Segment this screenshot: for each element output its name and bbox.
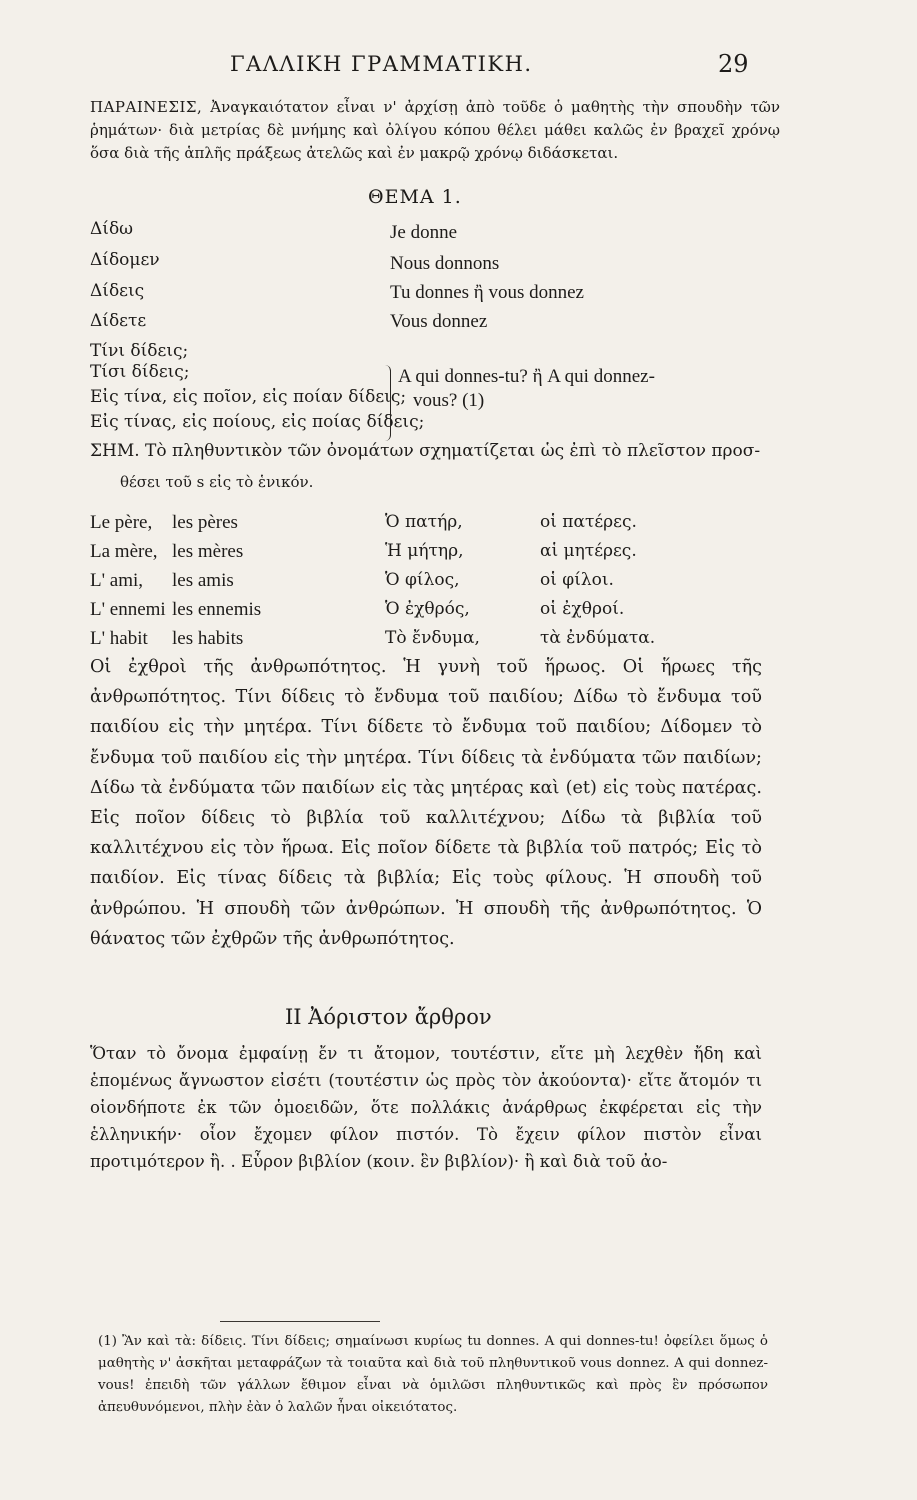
example-greek-singular: Ἡ μήτηρ, — [385, 541, 464, 561]
footnote-separator — [220, 1321, 380, 1322]
conjugation-french: Je donne — [390, 222, 458, 243]
running-head: ΓΑΛΛΙΚΗ ΓΡΑΜΜΑΤΙΚΗ. — [230, 52, 533, 76]
example-greek-plural: τὰ ἐνδύματα. — [540, 628, 656, 648]
example-greek-plural: οἱ ἐχθροί. — [540, 599, 625, 619]
conjugation-french: Nous donnons — [390, 253, 500, 274]
page-number: 29 — [718, 50, 749, 78]
example-french-singular: L' ami, — [90, 570, 144, 591]
example-greek-plural: αἱ μητέρες. — [540, 541, 637, 561]
example-french-plural: les amis — [172, 570, 234, 591]
example-greek-singular: Ὁ ἐχθρός, — [385, 599, 470, 619]
question-greek: Τίνι δίδεις; — [90, 341, 189, 361]
question-french-line2: vous? (1) — [413, 390, 485, 411]
example-french-singular: La mère, — [90, 541, 158, 562]
example-french-singular: Le père, — [90, 512, 153, 533]
example-french-singular: L' habit — [90, 628, 148, 649]
exercise-paragraph: Οἱ ἐχθροὶ τῆς ἀνθρωπότητος. Ἡ γυνὴ τοῦ ἥρωος. Οἱ ἥρωες τῆς ἀνθρωπότητος. Τίνι δίδεις τὸ ἔνδυμα τοῦ παιδίου; Δίδω τὸ ἔνδυμα τοῦ παιδίου εἰς τὴν μητέρα. Τίνι δίδετε τὸ ἔνδυμα τοῦ παιδίου; Δίδομεν τὸ ἔνδυμα τοῦ παιδίου εἰς τὴν μητέρα. Τίνι δίδεις τὰ ἐνδύματα τῶν παιδίων; Δίδω τὰ ἐνδύματα τῶν παιδίων εἰς τὰς μητέρας καὶ (et) εἰς τοὺς πατέρας. Εἰς ποῖον δίδεις τὸ βιβλία τοῦ καλλιτέχνου; Δίδω τὰ βιβλία τοῦ καλλιτέχνου εἰς τὸν ἥρωα. Εἰς ποῖον δίδετε τὰ βιβλία τοῦ πατρός; Εἰς τὸ παιδίον. Εἰς τίνας δίδεις τὰ βιβλία; Εἰς τοὺς φίλους. Ἡ σπουδὴ τοῦ ἀνθρώπου. Ἡ σπουδὴ τῶν ἀνθρώπων. Ἡ σπουδὴ τῆς ἀνθρωπότητος. Ὁ θάνατος τῶν ἐχθρῶν τῆς ἀνθρωπότητος. — [90, 657, 762, 949]
note-line1: ΣΗΜ. Τὸ πληθυντικὸν τῶν ὀνομάτων σχηματίζεται ὡς ἐπὶ τὸ πλεῖστον προσ- — [90, 441, 761, 461]
conjugation-greek: Δίδομεν — [90, 250, 160, 270]
question-greek: Εἰς τίνας, εἰς ποίους, εἰς ποίας δίδεις; — [90, 412, 425, 432]
example-french-plural: les ennemis — [172, 599, 262, 620]
example-greek-singular: Ὁ πατήρ, — [385, 512, 463, 532]
conjugation-french: Vous donnez — [390, 311, 488, 332]
section-paragraph: Ὅταν τὸ ὄνομα ἐμφαίνῃ ἔν τι ἄτομον, τουτέστιν, εἴτε μὴ λεχθὲν ἤδη καὶ ἑπομένως ἄγνωστον εἰσέτι (τουτέστιν ὡς πρὸς τὸν ἀκούοντα)· εἴτε ἄτομόν τι οἱονδήποτε ἐκ τῶν ὁμοειδῶν, ὅτε πολλάκις ἀνάρθρως ἐκφέρεται εἰς τὴν ἑλληνικήν· οἷον ἔχομεν φίλον πιστόν. Τὸ ἔχειν φίλον πιστὸν εἶναι προτιμότερον ἢ. . Εὗρον βιβλίον (κοιν. ἓν βιβλίον)· ἢ καὶ διὰ τοῦ ἀο- — [90, 1044, 762, 1171]
conjugation-greek: Δίδεις — [90, 281, 145, 301]
conjugation-greek: Δίδετε — [90, 311, 147, 331]
intro-label: ΠΑΡΑΙΝΕΣΙΣ, — [90, 98, 203, 116]
example-greek-plural: οἱ πατέρες. — [540, 512, 637, 532]
example-greek-plural: οἱ φίλοι. — [540, 570, 614, 590]
example-french-plural: les mères — [172, 541, 244, 562]
footnote: (1) Ἂν καὶ τὰ: δίδεις. Τίνι δίδεις; σημαίνωσι κυρίως tu donnes. A qui donnes-tu! ὀφείλει ὅμως ὁ μαθητὴς ν' ἀσκῆται μεταφράζων τὰ τοιαῦτα καὶ διὰ τοῦ πληθυντικοῦ vous donnez. A qui donnez-vous! ἐπειδὴ τῶν γάλλων ἔθιμον εἶναι νὰ ὁμιλῶσι πληθυντικῶς καὶ πρὸς ἓν πρόσωπον ἀπευθυνόμενοι, πλὴν ἐὰν ὁ λαλῶν ἦναι οἰκειότατος. — [98, 1334, 768, 1415]
brace-bracket — [384, 365, 391, 441]
question-greek: Εἰς τίνα, εἰς ποῖον, εἰς ποίαν δίδεις; — [90, 387, 407, 407]
conjugation-french: Tu donnes ἢ vous donnez — [390, 282, 584, 303]
question-french-line1: A qui donnes-tu? ἢ A qui donnez- — [398, 366, 655, 387]
intro-paragraph — [90, 96, 780, 165]
section-heading: II Ἀόριστον ἄρθρον — [285, 1005, 492, 1029]
example-french-singular: L' ennemi — [90, 599, 166, 620]
example-greek-singular: Ὁ φίλος, — [385, 570, 460, 590]
theme-heading: ΘΕΜΑ 1. — [368, 186, 462, 208]
conjugation-greek: Δίδω — [90, 219, 134, 239]
question-greek: Τίσι δίδεις; — [90, 362, 190, 382]
note-line2: θέσει τοῦ s εἰς τὸ ἑνικόν. — [120, 473, 314, 491]
example-greek-singular: Τὸ ἔνδυμα, — [385, 628, 480, 648]
example-french-plural: les habits — [172, 628, 244, 649]
intro-text: Ἀναγκαιότατον εἶναι ν' ἀρχίσῃ ἀπὸ τοῦδε ὁ μαθητὴς τὴν σπουδὴν τῶν ῥημάτων· διὰ μετρίας δὲ μνήμης καὶ ὀλίγου κόπου θέλει μάθει καλῶς ἐν βραχεῖ χρόνῳ ὅσα διὰ τῆς ἁπλῆς πράξεως ἀτελῶς καὶ ἐν μακρῷ χρόνῳ διδάσκεται. — [90, 98, 780, 162]
example-french-plural: les pères — [172, 512, 238, 533]
